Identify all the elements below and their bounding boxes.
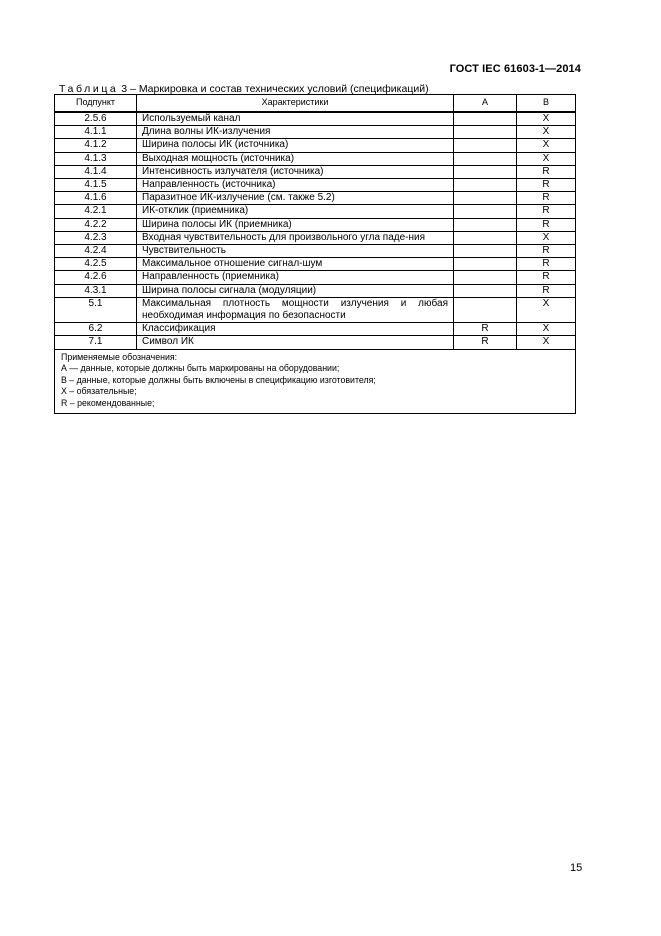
- cell-a: [454, 205, 517, 218]
- table-caption-title: – Маркировка и состав технических условий (спецификаций): [130, 83, 429, 95]
- cell-characteristic: Максимальное отношение сигнал-шум: [137, 258, 454, 271]
- cell-a: [454, 297, 517, 322]
- table-row: [55, 179, 576, 192]
- cell-b: R: [517, 165, 576, 178]
- cell-characteristic: Ширина полосы ИК (приемника): [137, 218, 454, 231]
- cell-subclause: 6.2: [55, 323, 137, 336]
- cell-a: [454, 271, 517, 284]
- note-line: А — данные, которые должны быть маркированы на оборудовании;: [61, 363, 340, 374]
- table-row: [55, 192, 576, 205]
- table-row: [55, 271, 576, 284]
- marking-specification-table: [54, 94, 576, 414]
- cell-a: [454, 152, 517, 165]
- cell-subclause: 4.2.2: [55, 218, 137, 231]
- cell-a: [454, 192, 517, 205]
- cell-subclause: 4.1.3: [55, 152, 137, 165]
- cell-b: X: [517, 231, 576, 244]
- table-row: [55, 152, 576, 165]
- table-row: [55, 336, 576, 349]
- cell-b: R: [517, 179, 576, 192]
- cell-a: [454, 126, 517, 139]
- cell-a: [454, 231, 517, 244]
- note-line: В – данные, которые должны быть включены в спецификацию изготовителя;: [61, 374, 376, 385]
- page-number: 15: [570, 862, 583, 874]
- column-header-a: A: [454, 95, 517, 113]
- table-header-row: [55, 95, 576, 113]
- cell-a: [454, 179, 517, 192]
- cell-characteristic: Паразитное ИК-излучение (см. также 5.2): [137, 192, 454, 205]
- cell-characteristic: Символ ИК: [137, 336, 454, 349]
- table-notes: [55, 349, 576, 413]
- cell-b: R: [517, 284, 576, 297]
- cell-subclause: 4.2.6: [55, 271, 137, 284]
- cell-subclause: 4.1.1: [55, 126, 137, 139]
- cell-characteristic: Направленность (источника): [137, 179, 454, 192]
- cell-b: R: [517, 258, 576, 271]
- cell-characteristic: Используемый канал: [137, 112, 454, 126]
- cell-a: [454, 218, 517, 231]
- standard-header: ГОСТ IEC 61603-1—2014: [449, 63, 581, 75]
- cell-subclause: 5.1: [55, 297, 137, 322]
- cell-subclause: 4.1.2: [55, 139, 137, 152]
- cell-subclause: 4.3.1: [55, 284, 137, 297]
- cell-subclause: 4.2.5: [55, 258, 137, 271]
- cell-a: R: [454, 323, 517, 336]
- table-notes-row: [55, 349, 576, 413]
- column-header-characteristics: Характеристики: [137, 95, 454, 113]
- cell-subclause: 2.5.6: [55, 112, 137, 126]
- cell-characteristic: Максимальная плотность мощности излучения и любая необходимая информация по безопасности: [137, 297, 454, 322]
- cell-subclause: 4.1.6: [55, 192, 137, 205]
- cell-characteristic: Ширина полосы ИК (источника): [137, 139, 454, 152]
- table-body: [55, 112, 576, 349]
- cell-a: R: [454, 336, 517, 349]
- note-line: Применяемые обозначения:: [61, 351, 178, 362]
- table-row: [55, 258, 576, 271]
- cell-b: R: [517, 271, 576, 284]
- table-row: [55, 284, 576, 297]
- cell-characteristic: Входная чувствительность для произвольного угла паде-ния: [137, 231, 454, 244]
- note-line: Х – обязательные;: [61, 386, 137, 397]
- cell-a: [454, 139, 517, 152]
- cell-a: [454, 112, 517, 126]
- cell-b: X: [517, 139, 576, 152]
- cell-subclause: 4.2.4: [55, 245, 137, 258]
- cell-b: X: [517, 126, 576, 139]
- cell-characteristic: Ширина полосы сигнала (модуляции): [137, 284, 454, 297]
- cell-characteristic: Чувствительность: [137, 245, 454, 258]
- table-caption-label: Таблица: [59, 83, 119, 95]
- cell-a: [454, 165, 517, 178]
- note-line: R – рекомендованные;: [61, 398, 155, 409]
- cell-characteristic: ИК-отклик (приемника): [137, 205, 454, 218]
- table-row: [55, 126, 576, 139]
- column-header-subclause: Подпункт: [55, 95, 137, 113]
- table-row: [55, 231, 576, 244]
- column-header-b: B: [517, 95, 576, 113]
- cell-b: X: [517, 152, 576, 165]
- table-row: [55, 112, 576, 126]
- cell-subclause: 7.1: [55, 336, 137, 349]
- cell-a: [454, 258, 517, 271]
- cell-b: R: [517, 205, 576, 218]
- table-row: [55, 245, 576, 258]
- cell-characteristic: Направленность (приемника): [137, 271, 454, 284]
- cell-b: X: [517, 336, 576, 349]
- table-row: [55, 139, 576, 152]
- cell-b: X: [517, 297, 576, 322]
- cell-subclause: 4.1.4: [55, 165, 137, 178]
- table-row: [55, 205, 576, 218]
- cell-subclause: 4.2.1: [55, 205, 137, 218]
- cell-characteristic: Интенсивность излучателя (источника): [137, 165, 454, 178]
- table-row: [55, 297, 576, 322]
- table-row: [55, 165, 576, 178]
- cell-b: R: [517, 218, 576, 231]
- cell-characteristic: Выходная мощность (источника): [137, 152, 454, 165]
- cell-a: [454, 284, 517, 297]
- cell-b: R: [517, 192, 576, 205]
- cell-characteristic: Классификация: [137, 323, 454, 336]
- table-row: [55, 323, 576, 336]
- table-row: [55, 218, 576, 231]
- cell-b: R: [517, 245, 576, 258]
- cell-subclause: 4.2.3: [55, 231, 137, 244]
- cell-characteristic: Длина волны ИК-излучения: [137, 126, 454, 139]
- table-caption-number: 3: [121, 83, 128, 95]
- cell-b: X: [517, 323, 576, 336]
- cell-b: X: [517, 112, 576, 126]
- cell-subclause: 4.1.5: [55, 179, 137, 192]
- cell-a: [454, 245, 517, 258]
